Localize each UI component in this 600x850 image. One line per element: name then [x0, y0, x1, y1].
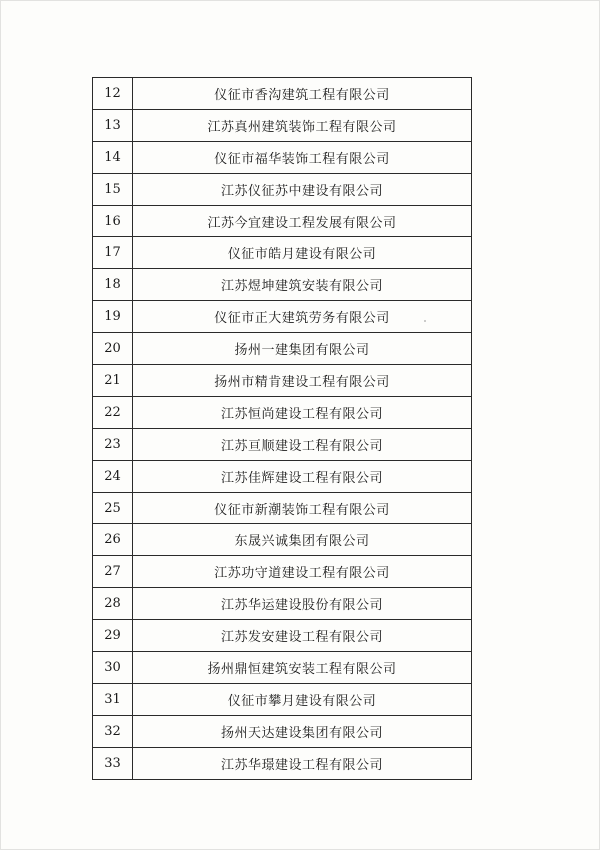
company-name: 仪征市正大建筑劳务有限公司: [133, 301, 472, 333]
row-number: 24: [93, 460, 133, 492]
row-number: 26: [93, 524, 133, 556]
table-row: [93, 588, 472, 620]
company-name: 仪征市香沟建筑工程有限公司: [133, 78, 472, 110]
company-name: 江苏今宜建设工程发展有限公司: [133, 205, 472, 237]
table-row: [93, 460, 472, 492]
row-number: 29: [93, 620, 133, 652]
company-name: 江苏恒尚建设工程有限公司: [133, 396, 472, 428]
row-number: 22: [93, 396, 133, 428]
company-name: 江苏华璟建设工程有限公司: [133, 747, 472, 779]
company-name: 扬州市精肯建设工程有限公司: [133, 365, 472, 397]
table-row: [93, 652, 472, 684]
table-row: [93, 492, 472, 524]
table-row: [93, 301, 472, 333]
table-row: [93, 556, 472, 588]
company-name: 扬州鼎恒建筑安装工程有限公司: [133, 652, 472, 684]
row-number: 21: [93, 365, 133, 397]
table-row: [93, 237, 472, 269]
table-row: [93, 396, 472, 428]
row-number: 28: [93, 588, 133, 620]
company-name: 江苏仪征苏中建设有限公司: [133, 173, 472, 205]
table-row: [93, 365, 472, 397]
table-row: [93, 683, 472, 715]
company-name: 江苏功守道建设工程有限公司: [133, 556, 472, 588]
company-name: 江苏发安建设工程有限公司: [133, 620, 472, 652]
company-name: 扬州天达建设集团有限公司: [133, 715, 472, 747]
row-number: 30: [93, 652, 133, 684]
company-name: 江苏亘顺建设工程有限公司: [133, 428, 472, 460]
row-number: 33: [93, 747, 133, 779]
table-row: [93, 715, 472, 747]
row-number: 16: [93, 205, 133, 237]
row-number: 13: [93, 109, 133, 141]
table-row: [93, 205, 472, 237]
row-number: 17: [93, 237, 133, 269]
row-number: 23: [93, 428, 133, 460]
company-name: 扬州一建集团有限公司: [133, 333, 472, 365]
row-number: 19: [93, 301, 133, 333]
table-row: [93, 109, 472, 141]
row-number: 15: [93, 173, 133, 205]
company-name: 东晟兴诚集团有限公司: [133, 524, 472, 556]
company-name: 江苏华运建设股份有限公司: [133, 588, 472, 620]
company-name: 仪征市福华装饰工程有限公司: [133, 141, 472, 173]
table-row: [93, 269, 472, 301]
table-body: [93, 78, 472, 780]
row-number: 27: [93, 556, 133, 588]
company-name: 江苏煜坤建筑安装有限公司: [133, 269, 472, 301]
row-number: 20: [93, 333, 133, 365]
company-name: 仪征市新潮装饰工程有限公司: [133, 492, 472, 524]
row-number: 14: [93, 141, 133, 173]
table-row: [93, 428, 472, 460]
table-row: [93, 620, 472, 652]
company-list-table: [92, 77, 472, 780]
table-row: [93, 173, 472, 205]
row-number: 12: [93, 78, 133, 110]
company-name: 江苏佳辉建设工程有限公司: [133, 460, 472, 492]
row-number: 32: [93, 715, 133, 747]
table-row: [93, 141, 472, 173]
table-row: [93, 747, 472, 779]
row-number: 31: [93, 683, 133, 715]
company-name: 仪征市攀月建设有限公司: [133, 683, 472, 715]
company-name: 江苏真州建筑装饰工程有限公司: [133, 109, 472, 141]
company-name: 仪征市皓月建设有限公司: [133, 237, 472, 269]
table-row: [93, 333, 472, 365]
table-row: [93, 78, 472, 110]
table-row: [93, 524, 472, 556]
row-number: 25: [93, 492, 133, 524]
row-number: 18: [93, 269, 133, 301]
scan-speck: [424, 320, 426, 322]
